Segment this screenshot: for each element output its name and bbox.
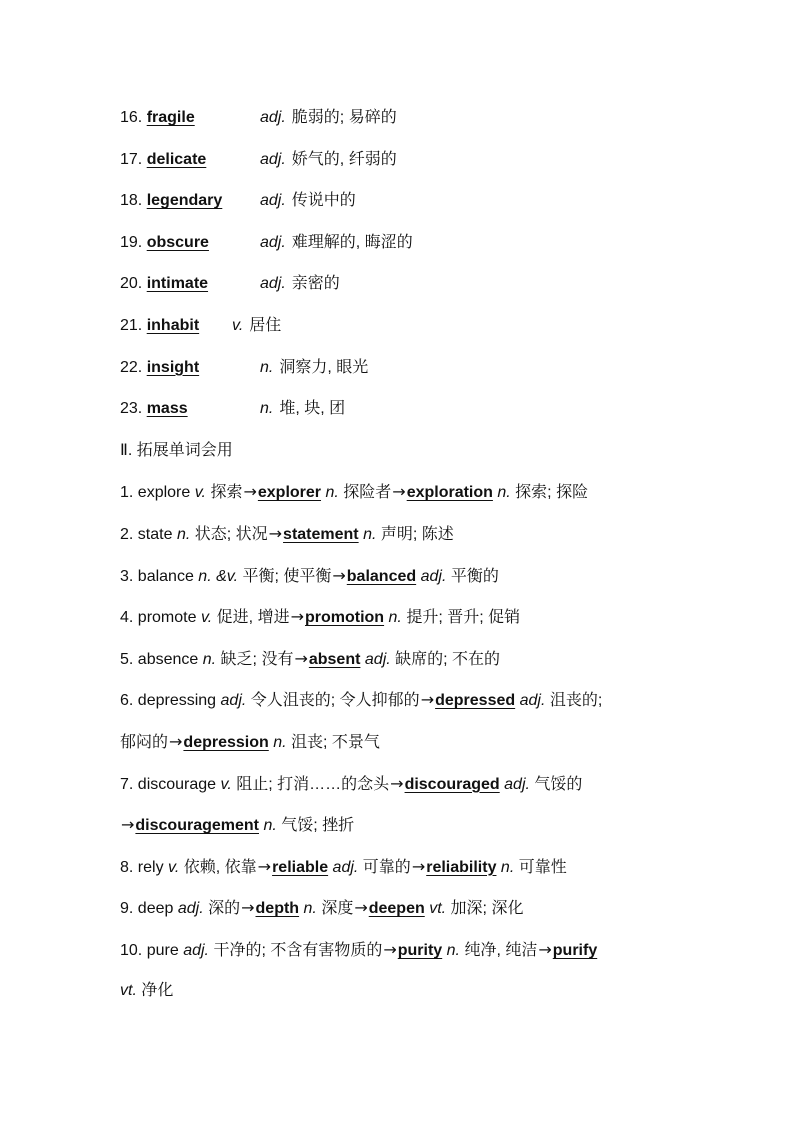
definition: 可靠性: [518, 858, 567, 876]
section-title: Ⅱ. 拓展单词会用: [120, 441, 233, 459]
ext-item: [120, 682, 700, 724]
part-of-speech: adj.: [260, 233, 286, 251]
definition: 沮丧; 不景气: [291, 733, 380, 751]
vocab-word: insight: [146, 358, 200, 376]
arrow-icon: →: [411, 856, 426, 876]
base-word: deep: [137, 900, 174, 918]
part-of-speech: v.: [200, 609, 213, 627]
vocab-item: [120, 350, 700, 392]
vocab-item: [120, 183, 700, 225]
part-of-speech: n. &v.: [198, 567, 239, 585]
item-number: 21.: [120, 316, 143, 334]
base-word: state: [137, 525, 173, 543]
part-of-speech: adj.: [364, 650, 391, 668]
part-of-speech: adj.: [220, 692, 247, 710]
vocab-item: [120, 142, 700, 184]
item-number: 19.: [120, 233, 143, 251]
derived-word: promotion: [304, 609, 385, 627]
derived-word: absent: [308, 650, 361, 668]
vocab-word: delicate: [146, 150, 207, 168]
part-of-speech: n.: [260, 400, 274, 418]
arrow-icon: →: [268, 523, 283, 543]
part-of-speech: adj.: [260, 109, 286, 126]
part-of-speech: v.: [232, 316, 244, 334]
derived-word: reliable: [272, 858, 329, 876]
vocab-item: [120, 100, 700, 142]
item-number: 17.: [120, 150, 143, 168]
derived-word: depression: [183, 733, 269, 751]
part-of-speech: v.: [168, 858, 180, 876]
item-number: 6.: [120, 692, 134, 710]
definition: 促进, 增进: [216, 609, 290, 627]
definition: 净化: [141, 982, 174, 1000]
definition: 提升; 晋升; 促销: [406, 609, 521, 627]
vocab-word: mass: [146, 400, 188, 418]
part-of-speech: n.: [303, 900, 317, 918]
derived-word: purity: [397, 941, 443, 959]
derived-word: reliability: [426, 858, 497, 876]
item-number: 2.: [120, 525, 134, 543]
base-word: discourage: [137, 775, 217, 793]
ext-item: [120, 474, 700, 516]
derived-word: balanced: [346, 567, 417, 585]
item-number: 22.: [120, 358, 143, 376]
part-of-speech: n.: [260, 358, 274, 376]
derived-word: exploration: [406, 484, 493, 502]
part-of-speech: adj.: [260, 150, 286, 168]
base-word: pure: [146, 941, 179, 959]
definition: 阻止; 打消……的念头: [236, 775, 390, 793]
part-of-speech: n.: [273, 733, 287, 751]
base-word: promote: [137, 609, 197, 627]
definition: 状态; 状况: [194, 525, 268, 543]
part-of-speech: adj.: [177, 900, 204, 918]
item-number: 8.: [120, 858, 134, 876]
base-word: absence: [137, 650, 199, 668]
part-of-speech: vt.: [120, 982, 137, 1000]
part-of-speech: n.: [388, 609, 402, 627]
arrow-icon: →: [121, 815, 135, 835]
definition: 居住: [249, 316, 282, 334]
base-word: explore: [137, 484, 191, 502]
definition: 深度: [321, 900, 354, 918]
item-number: 16.: [120, 109, 143, 126]
vocab-word: inhabit: [146, 316, 200, 334]
vocab-word: obscure: [146, 233, 209, 251]
definition: 娇气的, 纤弱的: [291, 150, 397, 168]
definition: 气馁; 挫折: [281, 817, 355, 835]
arrow-icon: →: [538, 939, 552, 959]
part-of-speech: adj.: [519, 692, 546, 710]
part-of-speech: n.: [363, 525, 377, 543]
item-number: 9.: [120, 900, 134, 918]
ext-item: [120, 558, 700, 600]
vocab-item: [120, 225, 700, 267]
part-of-speech: adj.: [420, 567, 447, 585]
ext-item-continued: [120, 973, 700, 1015]
definition: 令人沮丧的; 令人抑郁的: [250, 692, 420, 710]
definition: 依赖, 依靠: [183, 858, 257, 876]
ext-item: [120, 849, 700, 891]
item-number: 3.: [120, 567, 134, 585]
ext-item: [120, 641, 700, 683]
definition: 深的: [208, 900, 241, 918]
base-word: depressing: [137, 692, 217, 710]
vocab-word: fragile: [146, 109, 195, 126]
definition: 脆弱的; 易碎的: [291, 109, 397, 126]
item-number: 23.: [120, 400, 143, 418]
part-of-speech: adj.: [183, 941, 209, 959]
arrow-icon: →: [332, 565, 346, 585]
part-of-speech: n.: [325, 484, 339, 502]
document-page: [120, 100, 700, 1015]
part-of-speech: adj.: [260, 192, 286, 210]
definition: 沮丧的;: [549, 692, 603, 710]
item-number: 18.: [120, 192, 143, 210]
arrow-icon: →: [169, 731, 183, 751]
arrow-icon: →: [390, 773, 404, 793]
definition: 缺乏; 没有: [220, 650, 294, 668]
definition: 难理解的, 晦涩的: [291, 233, 413, 251]
item-number: 7.: [120, 775, 134, 793]
part-of-speech: adj.: [260, 275, 286, 293]
arrow-icon: →: [354, 898, 368, 918]
part-of-speech: adj.: [332, 858, 359, 876]
arrow-icon: →: [392, 482, 406, 502]
vocab-item: [120, 308, 700, 350]
part-of-speech: n.: [446, 941, 460, 959]
definition: 可靠的: [362, 858, 411, 876]
item-number: 1.: [120, 484, 134, 502]
definition: 探险者: [343, 484, 392, 502]
definition: 堆, 块, 团: [279, 400, 346, 418]
definition: 平衡; 使平衡: [242, 567, 332, 585]
part-of-speech: n.: [497, 484, 511, 502]
base-word: balance: [137, 567, 194, 585]
vocab-item: [120, 266, 700, 308]
part-of-speech: v.: [220, 775, 232, 793]
ext-item: [120, 516, 700, 558]
derived-word: statement: [283, 525, 359, 543]
ext-item: [120, 766, 700, 808]
arrow-icon: →: [290, 607, 304, 627]
definition: 气馁的: [534, 775, 583, 793]
derived-word: explorer: [257, 484, 322, 502]
part-of-speech: adj.: [504, 775, 530, 793]
ext-item: [120, 932, 700, 974]
ext-item: [120, 890, 700, 932]
definition: 亲密的: [291, 275, 340, 293]
definition: 传说中的: [291, 192, 356, 210]
arrow-icon: →: [294, 648, 308, 668]
derived-word: depth: [255, 900, 300, 918]
definition: 洞察力, 眼光: [279, 358, 369, 376]
part-of-speech: vt.: [429, 900, 447, 918]
derived-word: discouraged: [404, 775, 500, 793]
ext-item-continued: [120, 807, 700, 849]
ext-item-continued: [120, 724, 700, 766]
part-of-speech: n.: [263, 817, 277, 835]
definition: 声明; 陈述: [380, 525, 454, 543]
definition: 干净的; 不含有害物质的: [213, 941, 383, 959]
definition: 缺席的; 不在的: [395, 650, 501, 668]
derived-word: deepen: [368, 900, 425, 918]
part-of-speech: n.: [202, 650, 217, 668]
arrow-icon: →: [383, 939, 397, 959]
arrow-icon: →: [243, 482, 257, 502]
definition: 加深; 深化: [450, 900, 524, 918]
vocab-item: [120, 391, 700, 433]
base-word: rely: [137, 858, 164, 876]
vocab-word: legendary: [146, 192, 223, 210]
definition: 平衡的: [450, 567, 499, 585]
arrow-icon: →: [420, 690, 435, 710]
ext-item: [120, 599, 700, 641]
arrow-icon: →: [241, 898, 255, 918]
item-number: 4.: [120, 609, 134, 627]
vocab-word: intimate: [146, 275, 209, 293]
arrow-icon: →: [257, 856, 272, 876]
definition: 郁闷的: [120, 733, 169, 751]
item-number: 5.: [120, 650, 134, 668]
definition: 探索: [210, 484, 243, 502]
derived-word: purify: [552, 941, 598, 959]
part-of-speech: n.: [500, 858, 515, 876]
definition: 探索; 探险: [515, 484, 589, 502]
derived-word: depressed: [435, 692, 516, 710]
item-number: 20.: [120, 275, 143, 293]
item-number: 10.: [120, 941, 143, 959]
definition: 纯净, 纯洁: [464, 941, 538, 959]
part-of-speech: n.: [176, 525, 191, 543]
part-of-speech: v.: [194, 484, 206, 502]
derived-word: discouragement: [135, 817, 259, 835]
